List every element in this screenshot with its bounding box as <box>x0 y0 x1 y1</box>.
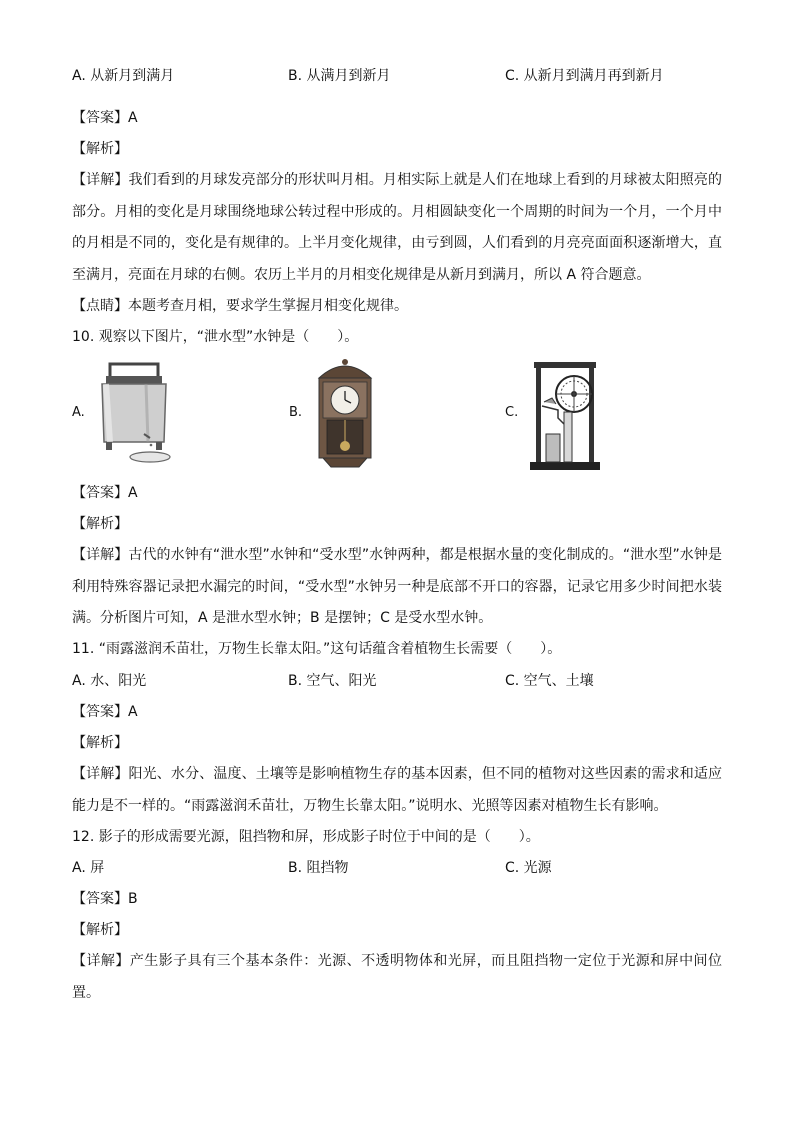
q10-label-b: B. <box>289 405 303 420</box>
q11-analysis-heading: 【解析】 <box>72 735 128 751</box>
inflow-water-clock-image <box>528 358 602 472</box>
q9-option-b: B. 从满月到新月 <box>288 68 391 84</box>
q10-answer: 【答案】A <box>72 485 138 501</box>
q12-option-a: A. 屏 <box>72 860 105 876</box>
q10-label-a: A. <box>72 405 85 420</box>
q11-option-c: C. 空气、土壤 <box>505 673 594 689</box>
q11-detail: 【详解】阳光、水分、温度、土壤等是影响植物生存的基本因素，但不同的植物对这些因素的需求和适应能力是不一样的。“雨露滋润禾苗壮，万物生长靠太阳。”说明水、光照等因素对植物生长有影响。 <box>72 766 722 814</box>
q9-analysis-heading: 【解析】 <box>72 141 128 157</box>
q9-answer: 【答案】A <box>72 110 138 126</box>
q12-option-b: B. 阻挡物 <box>288 860 349 876</box>
q12-answer: 【答案】B <box>72 891 138 907</box>
q11-question: 11. “雨露滋润禾苗壮，万物生长靠太阳。”这句话蕴含着植物生长需要（ ）。 <box>72 641 562 657</box>
pendulum-clock-image <box>313 356 377 468</box>
q10-detail: 【详解】古代的水钟有“泄水型”水钟和“受水型”水钟两种，都是根据水量的变化制成的。“泄水型”水钟是利用特殊容器记录把水漏完的时间，“受水型”水钟另一种是底部不开口的容器，记录它用多少时间把水装满。分析图片可知，A 是泄水型水钟；B 是摆钟；C 是受水型水钟。 <box>72 547 722 626</box>
q9-option-c: C. 从新月到满月再到新月 <box>505 68 664 84</box>
q12-question: 12. 影子的形成需要光源，阻挡物和屏，形成影子时位于中间的是（ ）。 <box>72 829 540 845</box>
q10-analysis-heading: 【解析】 <box>72 516 128 532</box>
q10-question: 10. 观察以下图片，“泄水型”水钟是（ ）。 <box>72 329 359 345</box>
outflow-water-clock-image <box>96 360 176 466</box>
q10-label-c: C. <box>505 405 519 420</box>
q11-option-a: A. 水、阳光 <box>72 673 147 689</box>
q9-comment: 【点睛】本题考查月相，要求学生掌握月相变化规律。 <box>72 298 408 314</box>
q11-option-b: B. 空气、阳光 <box>288 673 377 689</box>
q12-analysis-heading: 【解析】 <box>72 922 128 938</box>
q11-answer: 【答案】A <box>72 704 138 720</box>
q9-detail: 【详解】我们看到的月球发亮部分的形状叫月相。月相实际上就是人们在地球上看到的月球被太阳照亮的部分。月相的变化是月球围绕地球公转过程中形成的。月相圆缺变化一个周期的时间为一个月，一个月中的月相是不同的，变化是有规律的。上半月变化规律，由亏到圆，人们看到的月亮亮面面积逐渐增大，直至满月，亮面在月球的右侧。农历上半月的月相变化规律是从新月到满月，所以 A 符合题意。 <box>72 172 722 283</box>
q12-option-c: C. 光源 <box>505 860 552 876</box>
q9-option-a: A. 从新月到满月 <box>72 68 175 84</box>
q12-detail: 【详解】产生影子具有三个基本条件：光源、不透明物体和光屏，而且阻挡物一定位于光源和屏中间位置。 <box>72 953 722 1001</box>
